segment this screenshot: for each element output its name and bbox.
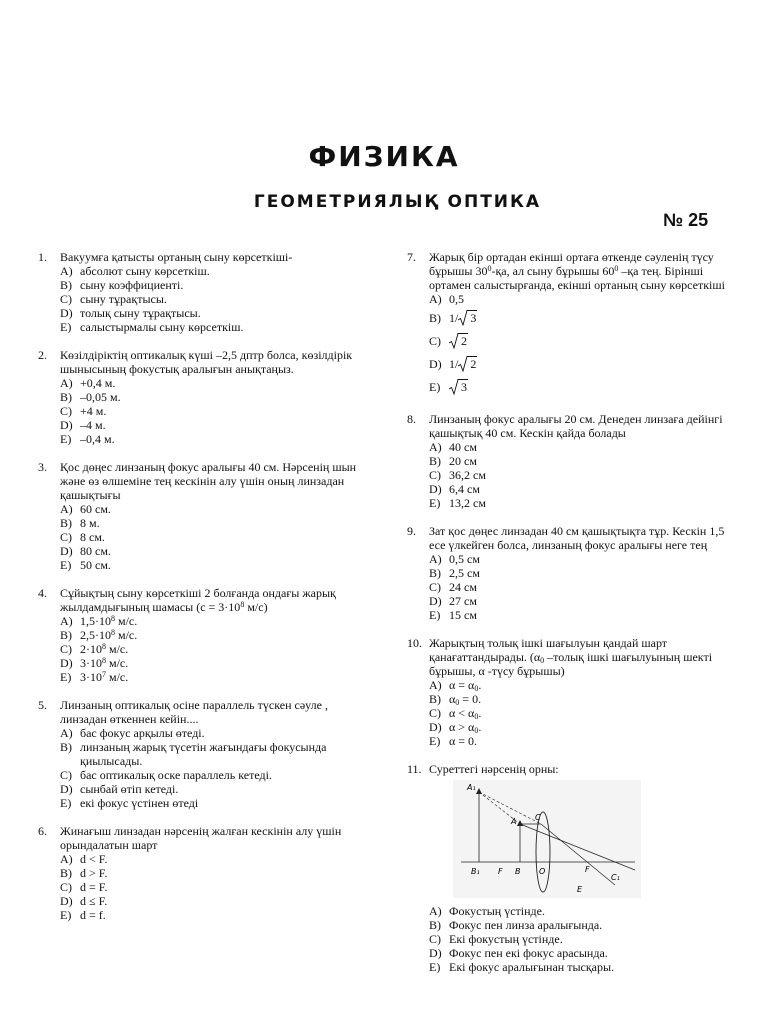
answer-option bbox=[60, 306, 368, 320]
option-text: +4 м. bbox=[80, 404, 107, 418]
option-text: бас оптикалық оске параллель кетеді. bbox=[80, 768, 272, 782]
answer-option bbox=[429, 918, 737, 932]
option-letter: D) bbox=[429, 594, 442, 608]
question-number: 1. bbox=[38, 250, 47, 264]
answer-option: C) $\alpha < \alpha_0$. bbox=[429, 706, 482, 721]
answer-options bbox=[60, 614, 368, 684]
question-text: Жинағыш линзадан нәрсенің жалған кескінін алу үшін орындалатын шарт bbox=[60, 824, 342, 852]
option-letter: D) bbox=[60, 782, 73, 796]
question-text: Көзілдіріктің оптикалық күші –2,5 дптр болса, көзілдірік шынысының фокустық аралығын анықтаңыз. bbox=[60, 348, 353, 376]
answer-option bbox=[429, 566, 737, 580]
answer-option bbox=[60, 782, 368, 796]
answer-option bbox=[60, 544, 368, 558]
answer-option bbox=[429, 594, 737, 608]
answer-option: E) α = 0. bbox=[429, 734, 478, 748]
answer-options bbox=[429, 552, 737, 622]
answer-option: E) $3\cdot 10^7$ м/с. bbox=[60, 670, 129, 684]
question-number: 11. bbox=[407, 762, 422, 776]
sqrt-sign: 2 bbox=[458, 356, 477, 372]
option-text: d < F. bbox=[80, 852, 108, 866]
answer-option: D) $\alpha > \alpha_0$. bbox=[429, 720, 482, 735]
sqrt-sign: 3 bbox=[449, 379, 468, 395]
option-letter: A) bbox=[429, 440, 442, 454]
svg-text:F: F bbox=[585, 865, 590, 874]
option-letter: E) bbox=[60, 558, 72, 572]
option-letter: E) bbox=[60, 908, 72, 922]
option-text: Фокустың үстінде. bbox=[449, 904, 545, 918]
option-text: 8 см. bbox=[80, 530, 105, 544]
question-text: Жарық бір ортадан екінші ортаға өткенде сәуленің түсу бұрышы $30^0-қа$, ал сыну бұрышы $60^0$ –қа тең. Бірінші ортамен салыстырғанда, екінші ортаның сыну көрсеткіші bbox=[429, 250, 725, 292]
question-number: 3. bbox=[38, 460, 47, 474]
option-text: 20 см bbox=[449, 454, 477, 468]
question-number: 5. bbox=[38, 698, 47, 712]
question-number: 7. bbox=[407, 250, 416, 264]
question-10 bbox=[407, 636, 737, 748]
option-letter: E) bbox=[429, 496, 441, 510]
option-letter: C) bbox=[60, 292, 72, 306]
answer-option: B) $\alpha_0 = 0$. bbox=[429, 692, 482, 707]
question-7 bbox=[407, 250, 737, 398]
svg-text:A: A bbox=[511, 817, 517, 826]
right-column bbox=[407, 250, 737, 974]
option-text: 60 см. bbox=[80, 502, 111, 516]
option-letter: D) bbox=[60, 418, 73, 432]
answer-option bbox=[60, 768, 368, 782]
question-text: Линзаның фокус аралығы 20 см. Денеден линзаға дейінгі қашықтық 40 см. Кескін қайда болады bbox=[429, 412, 723, 440]
answer-option bbox=[429, 440, 737, 454]
answer-option bbox=[60, 866, 368, 880]
option-text: линзаның жарық түсетін жағындағы фокусында қиылысады. bbox=[80, 740, 327, 768]
option-letter: D) bbox=[60, 894, 73, 908]
answer-option bbox=[60, 880, 368, 894]
option-letter: C) bbox=[429, 468, 441, 482]
answer-options bbox=[60, 726, 368, 810]
option-text: d > F. bbox=[80, 866, 108, 880]
option-letter: E) bbox=[60, 796, 72, 810]
option-letter: B) bbox=[429, 454, 441, 468]
answer-option bbox=[60, 558, 368, 572]
lens-ray-diagram bbox=[453, 780, 641, 898]
svg-text:B: B bbox=[515, 867, 521, 876]
option-letter: B) bbox=[429, 566, 441, 580]
option-text: Фокус пен линза аралығында. bbox=[449, 918, 603, 932]
question-number: 4. bbox=[38, 586, 47, 600]
option-text: d = F. bbox=[80, 880, 108, 894]
answer-options bbox=[60, 376, 368, 446]
question-text: Вакуумға қатысты ортаның сыну көрсеткіші- bbox=[60, 250, 293, 264]
svg-text:B₁: B₁ bbox=[471, 867, 480, 876]
question-9 bbox=[407, 524, 737, 622]
option-text: Екі фокус аралығынан тысқары. bbox=[449, 960, 615, 974]
option-letter: A) bbox=[429, 552, 442, 566]
option-text: d = f. bbox=[80, 908, 106, 922]
option-letter: A) bbox=[60, 376, 73, 390]
option-text: бас фокус арқылы өтеді. bbox=[80, 726, 205, 740]
option-letter: A) bbox=[60, 852, 73, 866]
question-text: Жарықтың толық ішкі шағылуын қандай шарт қанағаттандырады. ($\alpha_0$ –толық ішкі шағылуының шекті бұрышы, α -түсу бұрышы) bbox=[429, 636, 713, 678]
question-8 bbox=[407, 412, 737, 510]
option-letter: E) bbox=[60, 432, 72, 446]
question-4 bbox=[38, 586, 368, 684]
option-letter: C) bbox=[60, 530, 72, 544]
option-text: Екі фокустың үстінде. bbox=[449, 932, 563, 946]
answer-option bbox=[60, 908, 368, 922]
option-text: 15 см bbox=[449, 608, 477, 622]
answer-option bbox=[60, 292, 368, 306]
answer-option: C) $2\cdot 10^8$ м/с. bbox=[60, 642, 129, 656]
option-letter: E) bbox=[429, 960, 441, 974]
answer-option bbox=[60, 390, 368, 404]
option-text: –4 м. bbox=[80, 418, 106, 432]
answer-option bbox=[60, 740, 368, 768]
answer-option bbox=[60, 894, 368, 908]
option-text: сыну коэффициенті. bbox=[80, 278, 184, 292]
answer-option bbox=[60, 432, 368, 446]
page-title: ФИЗИКА bbox=[308, 140, 460, 173]
question-1 bbox=[38, 250, 368, 334]
answer-option bbox=[60, 516, 368, 530]
option-text: толық сыну тұрақтысы. bbox=[80, 306, 201, 320]
question-2 bbox=[38, 348, 368, 446]
answer-option bbox=[60, 404, 368, 418]
svg-text:A₁: A₁ bbox=[467, 783, 476, 792]
question-text: Линзаның оптикалық осіне параллель түскен сәуле , линзадан өткеннен кейін.... bbox=[60, 698, 328, 726]
question-number: 8. bbox=[407, 412, 416, 426]
option-text: Фокус пен екі фокус арасында. bbox=[449, 946, 608, 960]
option-letter: D) bbox=[60, 306, 73, 320]
option-letter: A) bbox=[60, 726, 73, 740]
answer-option bbox=[60, 726, 368, 740]
answer-option bbox=[429, 960, 737, 974]
option-letter: C) bbox=[60, 880, 72, 894]
answer-option bbox=[429, 904, 737, 918]
option-text: +0,4 м. bbox=[80, 376, 116, 390]
answer-options bbox=[60, 852, 368, 922]
option-letter: A) bbox=[429, 904, 442, 918]
answer-option bbox=[60, 376, 368, 390]
answer-option bbox=[429, 932, 737, 946]
sqrt-sign: 2 bbox=[449, 333, 468, 349]
answer-option: A) 0,5 bbox=[429, 292, 464, 306]
option-letter: B) bbox=[60, 278, 72, 292]
answer-option: D) $3\cdot 10^8$ м/с. bbox=[60, 656, 129, 670]
svg-text:C: C bbox=[535, 813, 541, 822]
svg-text:E: E bbox=[577, 885, 583, 894]
question-text: Қос дөңес линзаның фокус аралығы 40 см. Нәрсенің шын және өз өлшеміне тең кескінін алу үшін оның линзадан қашықтығы bbox=[60, 460, 357, 502]
option-text: екі фокус үстінен өтеді bbox=[80, 796, 199, 810]
answer-option: D) 1/ 2 bbox=[429, 356, 477, 371]
option-letter: E) bbox=[429, 608, 441, 622]
option-text: 8 м. bbox=[80, 516, 100, 530]
option-text: сынбай өтіп кетеді. bbox=[80, 782, 179, 796]
answer-options bbox=[429, 678, 737, 748]
answer-option bbox=[429, 468, 737, 482]
svg-text:C₁: C₁ bbox=[611, 873, 620, 882]
question-text: Сұйықтың сыну көрсеткіші 2 болғанда ондағы жарық жылдамдығының шамасы ($c = 3\cdot 10^8$ м/с) bbox=[60, 586, 336, 614]
answer-option bbox=[429, 608, 737, 622]
answer-option bbox=[60, 278, 368, 292]
answer-options bbox=[429, 440, 737, 510]
option-text: 24 см bbox=[449, 580, 477, 594]
option-text: 36,2 см bbox=[449, 468, 486, 482]
option-letter: D) bbox=[60, 544, 73, 558]
answer-option bbox=[60, 320, 368, 334]
answer-option: C) 2 bbox=[429, 333, 467, 348]
answer-option bbox=[60, 530, 368, 544]
option-text: абсолют сыну көрсеткіш. bbox=[80, 264, 210, 278]
question-number: 10. bbox=[407, 636, 422, 650]
question-11 bbox=[407, 762, 737, 974]
question-number: 9. bbox=[407, 524, 416, 538]
option-text: 13,2 см bbox=[449, 496, 486, 510]
answer-option bbox=[429, 496, 737, 510]
answer-option bbox=[60, 502, 368, 516]
page-subtitle: ГЕОМЕТРИЯЛЫҚ ОПТИКА bbox=[253, 192, 542, 212]
answer-option bbox=[429, 454, 737, 468]
answer-option bbox=[429, 580, 737, 594]
answer-options bbox=[60, 264, 368, 334]
sqrt-sign: 3 bbox=[458, 310, 477, 326]
option-letter: C) bbox=[60, 404, 72, 418]
answer-option: B) 1/ 3 bbox=[429, 310, 477, 325]
option-text: d ≤ F. bbox=[80, 894, 108, 908]
question-text: Суреттегі нәрсенің орны: bbox=[429, 762, 559, 776]
answer-options bbox=[60, 502, 368, 572]
answer-option bbox=[60, 418, 368, 432]
option-letter: B) bbox=[60, 740, 72, 754]
option-text: 80 см. bbox=[80, 544, 111, 558]
answer-option bbox=[60, 852, 368, 866]
option-letter: D) bbox=[429, 482, 442, 496]
svg-text:O: O bbox=[539, 867, 546, 876]
answer-option bbox=[60, 264, 368, 278]
option-letter: B) bbox=[60, 866, 72, 880]
variant-number: № 25 bbox=[663, 210, 709, 230]
question-number: 6. bbox=[38, 824, 47, 838]
answer-option: E) 3 bbox=[429, 379, 467, 394]
option-letter: A) bbox=[60, 264, 73, 278]
question-text: Зат қос дөңес линзадан 40 см қашықтықта тұр. Кескін 1,5 есе үлкейген болса, линзаның фокус аралығы неге тең bbox=[429, 524, 725, 552]
option-letter: B) bbox=[60, 516, 72, 530]
svg-text:F: F bbox=[498, 867, 503, 876]
answer-option: A) $1,5\cdot 10^8$ м/с. bbox=[60, 614, 138, 628]
answer-option: A) $\alpha = \alpha_0$. bbox=[429, 678, 482, 693]
option-letter: B) bbox=[60, 390, 72, 404]
question-5 bbox=[38, 698, 368, 810]
option-text: 27 см bbox=[449, 594, 477, 608]
answer-option bbox=[429, 946, 737, 960]
option-letter: A) bbox=[60, 502, 73, 516]
option-text: 2,5 см bbox=[449, 566, 480, 580]
option-letter: C) bbox=[429, 932, 441, 946]
option-letter: C) bbox=[60, 768, 72, 782]
answer-option: B) $2,5\cdot 10^8$ м/с. bbox=[60, 628, 138, 642]
left-column bbox=[38, 250, 368, 922]
answer-option bbox=[429, 552, 737, 566]
question-number: 2. bbox=[38, 348, 47, 362]
answer-option bbox=[429, 482, 737, 496]
option-text: сыну тұрақтысы. bbox=[80, 292, 167, 306]
question-3 bbox=[38, 460, 368, 572]
answer-options bbox=[429, 904, 737, 974]
option-text: салыстырмалы сыну көрсеткіш. bbox=[80, 320, 244, 334]
question-6 bbox=[38, 824, 368, 922]
answer-options bbox=[429, 292, 737, 398]
option-letter: D) bbox=[429, 946, 442, 960]
answer-option bbox=[60, 796, 368, 810]
option-letter: C) bbox=[429, 580, 441, 594]
option-text: 40 см bbox=[449, 440, 477, 454]
option-letter: B) bbox=[429, 918, 441, 932]
option-text: 50 см. bbox=[80, 558, 111, 572]
option-text: –0,05 м. bbox=[80, 390, 121, 404]
option-text: –0,4 м. bbox=[80, 432, 115, 446]
option-letter: E) bbox=[60, 320, 72, 334]
option-text: 0,5 см bbox=[449, 552, 480, 566]
option-text: 6,4 см bbox=[449, 482, 480, 496]
